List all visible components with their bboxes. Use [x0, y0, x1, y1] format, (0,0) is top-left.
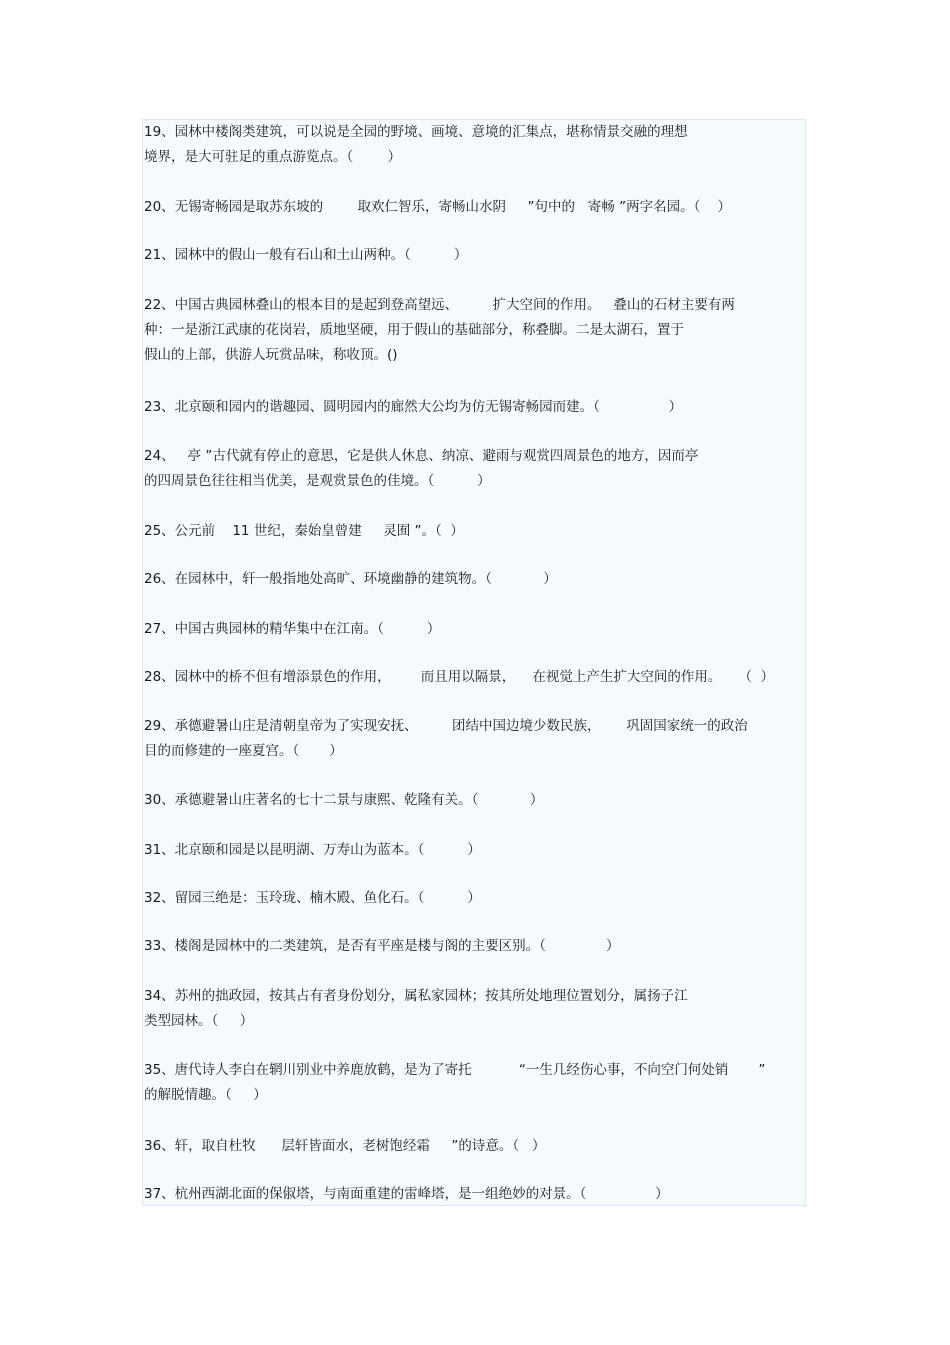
question-text-line: 21、园林中的假山一般有石山和土山两种。（ ） — [144, 247, 468, 263]
question-item — [144, 984, 809, 1034]
question-text-line: 27、中国古典园林的精华集中在江南。（ ） — [144, 621, 441, 637]
question-text-line: 37、杭州西湖北面的保俶塔，与南面重建的雷峰塔，是一组绝妙的对景。（ ） — [144, 1186, 669, 1202]
question-text-line: 31、北京颐和园是以昆明湖、万寿山为蓝本。（ ） — [144, 842, 481, 858]
question-text-line: 19、园林中楼阁类建筑，可以说是全园的野境、画境、意境的汇集点，堪称情景交融的理想 — [144, 124, 688, 140]
question-text-line: 22、中国古典园林叠山的根本目的是起到登高望远、 扩大空间的作用。 叠山的石材主要有两 — [144, 297, 735, 313]
question-item — [144, 1134, 809, 1159]
question-item — [144, 665, 809, 690]
question-text-line: 境界，是大可驻足的重点游览点。（ ） — [144, 149, 402, 165]
document-page — [142, 119, 806, 1206]
question-text-line: 目的而修建的一座夏宫。（ ） — [144, 743, 343, 759]
question-text-line: 26、在园林中，轩一般指地处高旷、环境幽静的建筑物。（ ） — [144, 571, 557, 587]
question-item — [144, 1182, 809, 1207]
question-item — [144, 617, 809, 642]
question-item — [144, 934, 809, 959]
question-text-line: 24、 亭 ”古代就有停止的意思，它是供人休息、纳凉、避雨与观赏四周景色的地方，因而亭 — [144, 448, 699, 464]
question-text-line: 33、楼阁是园林中的二类建筑，是否有平座是楼与阁的主要区别。（ ） — [144, 938, 620, 954]
question-text-line: 种：一是浙江武康的花岗岩，质地坚硬，用于假山的基础部分，称叠脚。二是太湖石，置于 — [144, 322, 684, 338]
question-item — [144, 444, 809, 494]
question-item — [144, 120, 809, 170]
question-item — [144, 714, 809, 764]
question-text-line: 类型园林。（ ） — [144, 1013, 254, 1029]
question-text-line: 28、园林中的桥不但有增添景色的作用， 而且用以隔景， 在视觉上产生扩大空间的作用。 （ ） — [144, 669, 775, 685]
question-text-line: 29、承德避暑山庄是清朝皇帝为了实现安抚、 团结中国边境少数民族， 巩固国家统一的政治 — [144, 718, 748, 734]
question-text-line: 20、无锡寄畅园是取苏东坡的 取欢仁智乐，寄畅山水阴 ”句中的 寄畅 ”两字名园。（ ） — [144, 199, 732, 215]
question-item — [144, 243, 809, 268]
question-text-line: 假山的上部，供游人玩赏品味，称收顶。() — [144, 347, 398, 363]
question-text-line: 35、唐代诗人李白在辋川别业中养鹿放鹤，是为了寄托 “一生几经伤心事，不向空门何处销 ” — [144, 1062, 766, 1078]
question-text-line: 34、苏州的拙政园，按其占有者身份划分，属私家园林；按其所处地理位置划分，属扬子江 — [144, 988, 688, 1004]
question-item — [144, 567, 809, 592]
question-item — [144, 395, 809, 420]
question-text-line: 的四周景色往往相当优美，是观赏景色的佳境。（ ） — [144, 473, 491, 489]
question-text-line: 30、承德避暑山庄著名的七十二景与康熙、乾隆有关。（ ） — [144, 792, 544, 808]
question-item — [144, 886, 809, 911]
question-item — [144, 519, 809, 544]
question-item — [144, 1058, 809, 1108]
question-text-line: 23、北京颐和园内的谐趣园、圆明园内的廊然大公均为仿无锡寄畅园而建。（ ） — [144, 399, 683, 415]
question-item — [144, 788, 809, 813]
question-text-line: 36、轩，取自杜牧 层轩皆面水，老树饱经霜 ”的诗意。（ ） — [144, 1138, 546, 1154]
question-text-line: 32、留园三绝是：玉玲珑、楠木殿、鱼化石。（ ） — [144, 890, 481, 906]
question-item — [144, 293, 809, 368]
question-item — [144, 838, 809, 863]
question-text-line: 25、公元前 11 世纪，秦始皇曾建 灵囿 ”。（ ） — [144, 523, 464, 539]
question-text-line: 的解脱情趣。（ ） — [144, 1087, 267, 1103]
question-item — [144, 195, 809, 220]
